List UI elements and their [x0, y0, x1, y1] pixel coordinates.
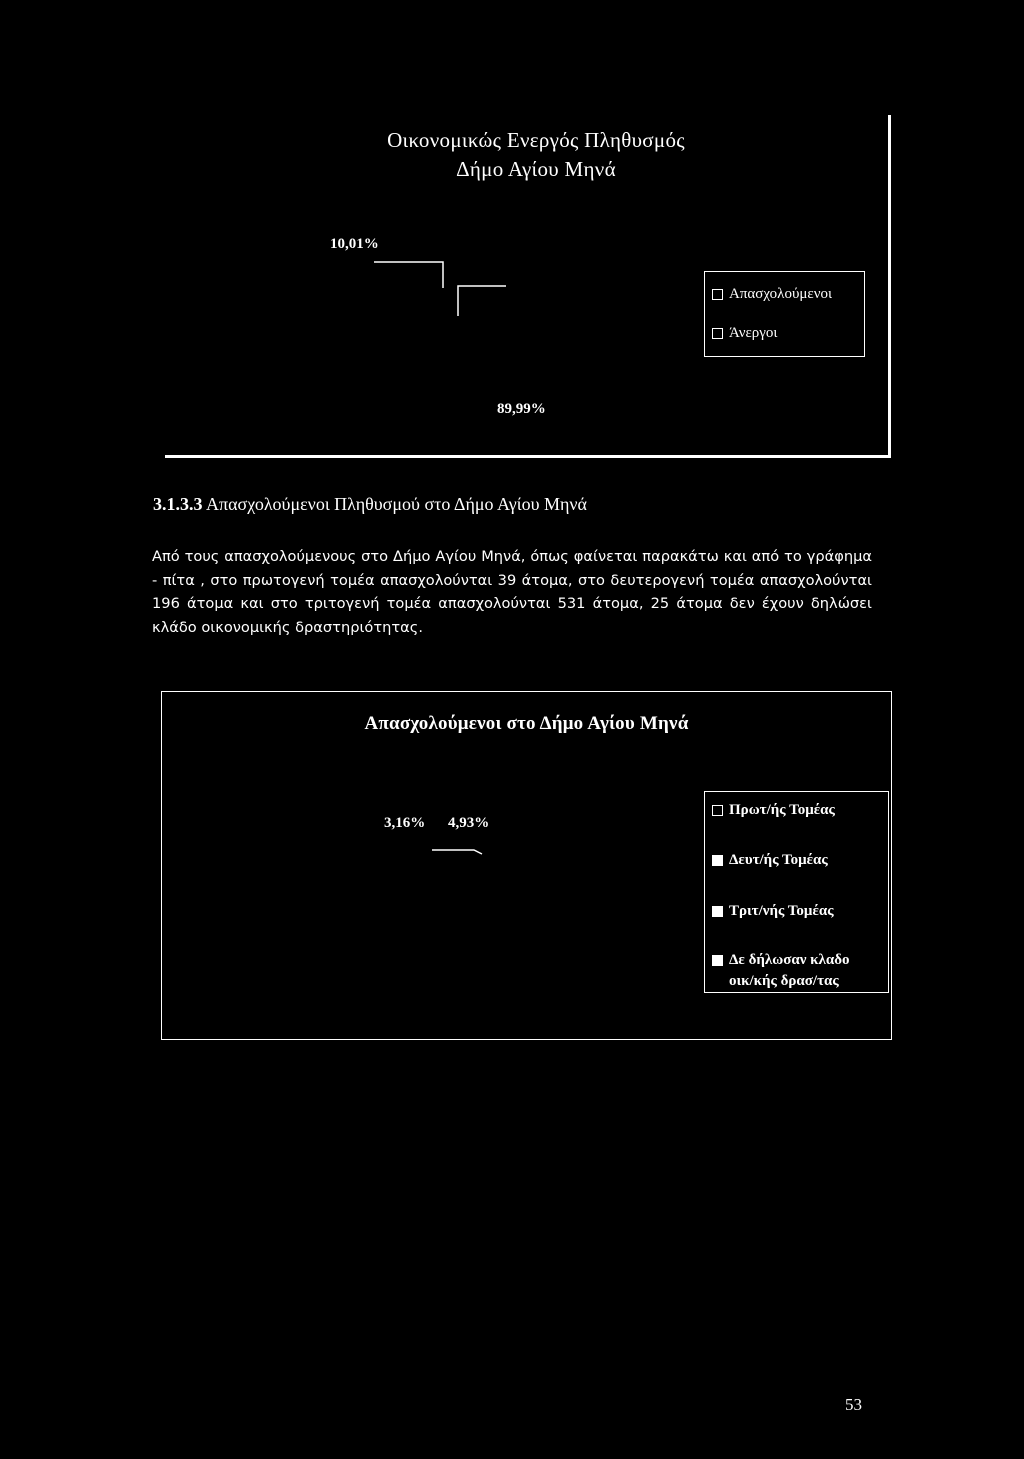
figure1-data-label-unemployed: 10,01%	[330, 236, 379, 252]
figure2-legend-label: Πρωτ/ής Τομέας	[729, 802, 835, 818]
figure1-frame-bottom	[165, 455, 891, 458]
legend-swatch-icon	[712, 289, 723, 300]
figure1-legend-label: Άνεργοι	[729, 325, 778, 341]
page-number: 53	[845, 1395, 862, 1414]
figure1-legend-item-unemployed	[712, 325, 777, 342]
figure2-legend-item-undeclared-line2: οικ/κής δρασ/τας	[729, 973, 839, 989]
figure1-title	[0, 126, 1024, 184]
legend-swatch-icon	[712, 328, 723, 339]
legend-swatch-icon	[712, 955, 723, 966]
body-paragraph: Από τους απασχολούμενους στο Δήμο Αγίου Μηνά, όπως φαίνεται παρακάτω και από το γράφημα - πίτα , στο πρωτογενή τομέα απασχολούνται 39 άτομα, στο δευτερογενή τομέα απασχολούνται 196 άτομα και στο τριτογενή τομέα απασχολούνται 531 άτομα, 25 άτομα δεν έχουν δηλώσει κλάδο οικονομικής δραστηριότητας.	[152, 548, 872, 636]
figure1-leader-line-2	[458, 286, 506, 316]
figure1-title-line1: Οικονομικώς Ενεργός Πληθυσμός	[387, 128, 685, 152]
figure2-legend	[704, 791, 889, 993]
figure2-legend-item-secondary	[712, 852, 828, 869]
section-number: 3.1.3.3	[153, 494, 203, 514]
section-title: Απασχολούμενοι Πληθυσμού στο Δήμο Αγίου Μηνά	[206, 494, 587, 514]
figure2-legend-item-tertiary	[712, 903, 834, 920]
figure2-legend-item-undeclared	[712, 952, 850, 969]
figure1-title-line2: Δήμο Αγίου Μηνά	[456, 157, 616, 181]
legend-swatch-icon	[712, 855, 723, 866]
figure1-data-label-employed: 89,99%	[497, 401, 546, 417]
legend-swatch-icon	[712, 906, 723, 917]
figure2-legend-label: Δευτ/ής Τομέας	[729, 852, 828, 868]
section-heading	[153, 494, 587, 515]
figure1-legend-item-employed	[712, 286, 832, 303]
figure1-legend-label: Απασχολούμενοι	[729, 286, 833, 302]
figure2-legend-label: Δε δήλωσαν κλαδο	[729, 952, 850, 968]
figure2-data-label-2: 4,93%	[448, 815, 490, 831]
legend-swatch-icon	[712, 805, 723, 816]
figure1-leader-line-1	[374, 262, 443, 288]
figure2-title: Απασχολούμενοι στο Δήμο Αγίου Μηνά	[364, 713, 689, 734]
figure2-data-label-1: 3,16%	[384, 815, 426, 831]
figure2-legend-item-primary	[712, 802, 835, 819]
figure1-legend	[704, 271, 865, 357]
figure2-leader-line	[432, 850, 482, 854]
figure2-leader-lines	[420, 838, 510, 858]
figure2-legend-label: Τριτ/νής Τομέας	[729, 903, 834, 919]
figure1-leader-lines	[360, 250, 530, 320]
